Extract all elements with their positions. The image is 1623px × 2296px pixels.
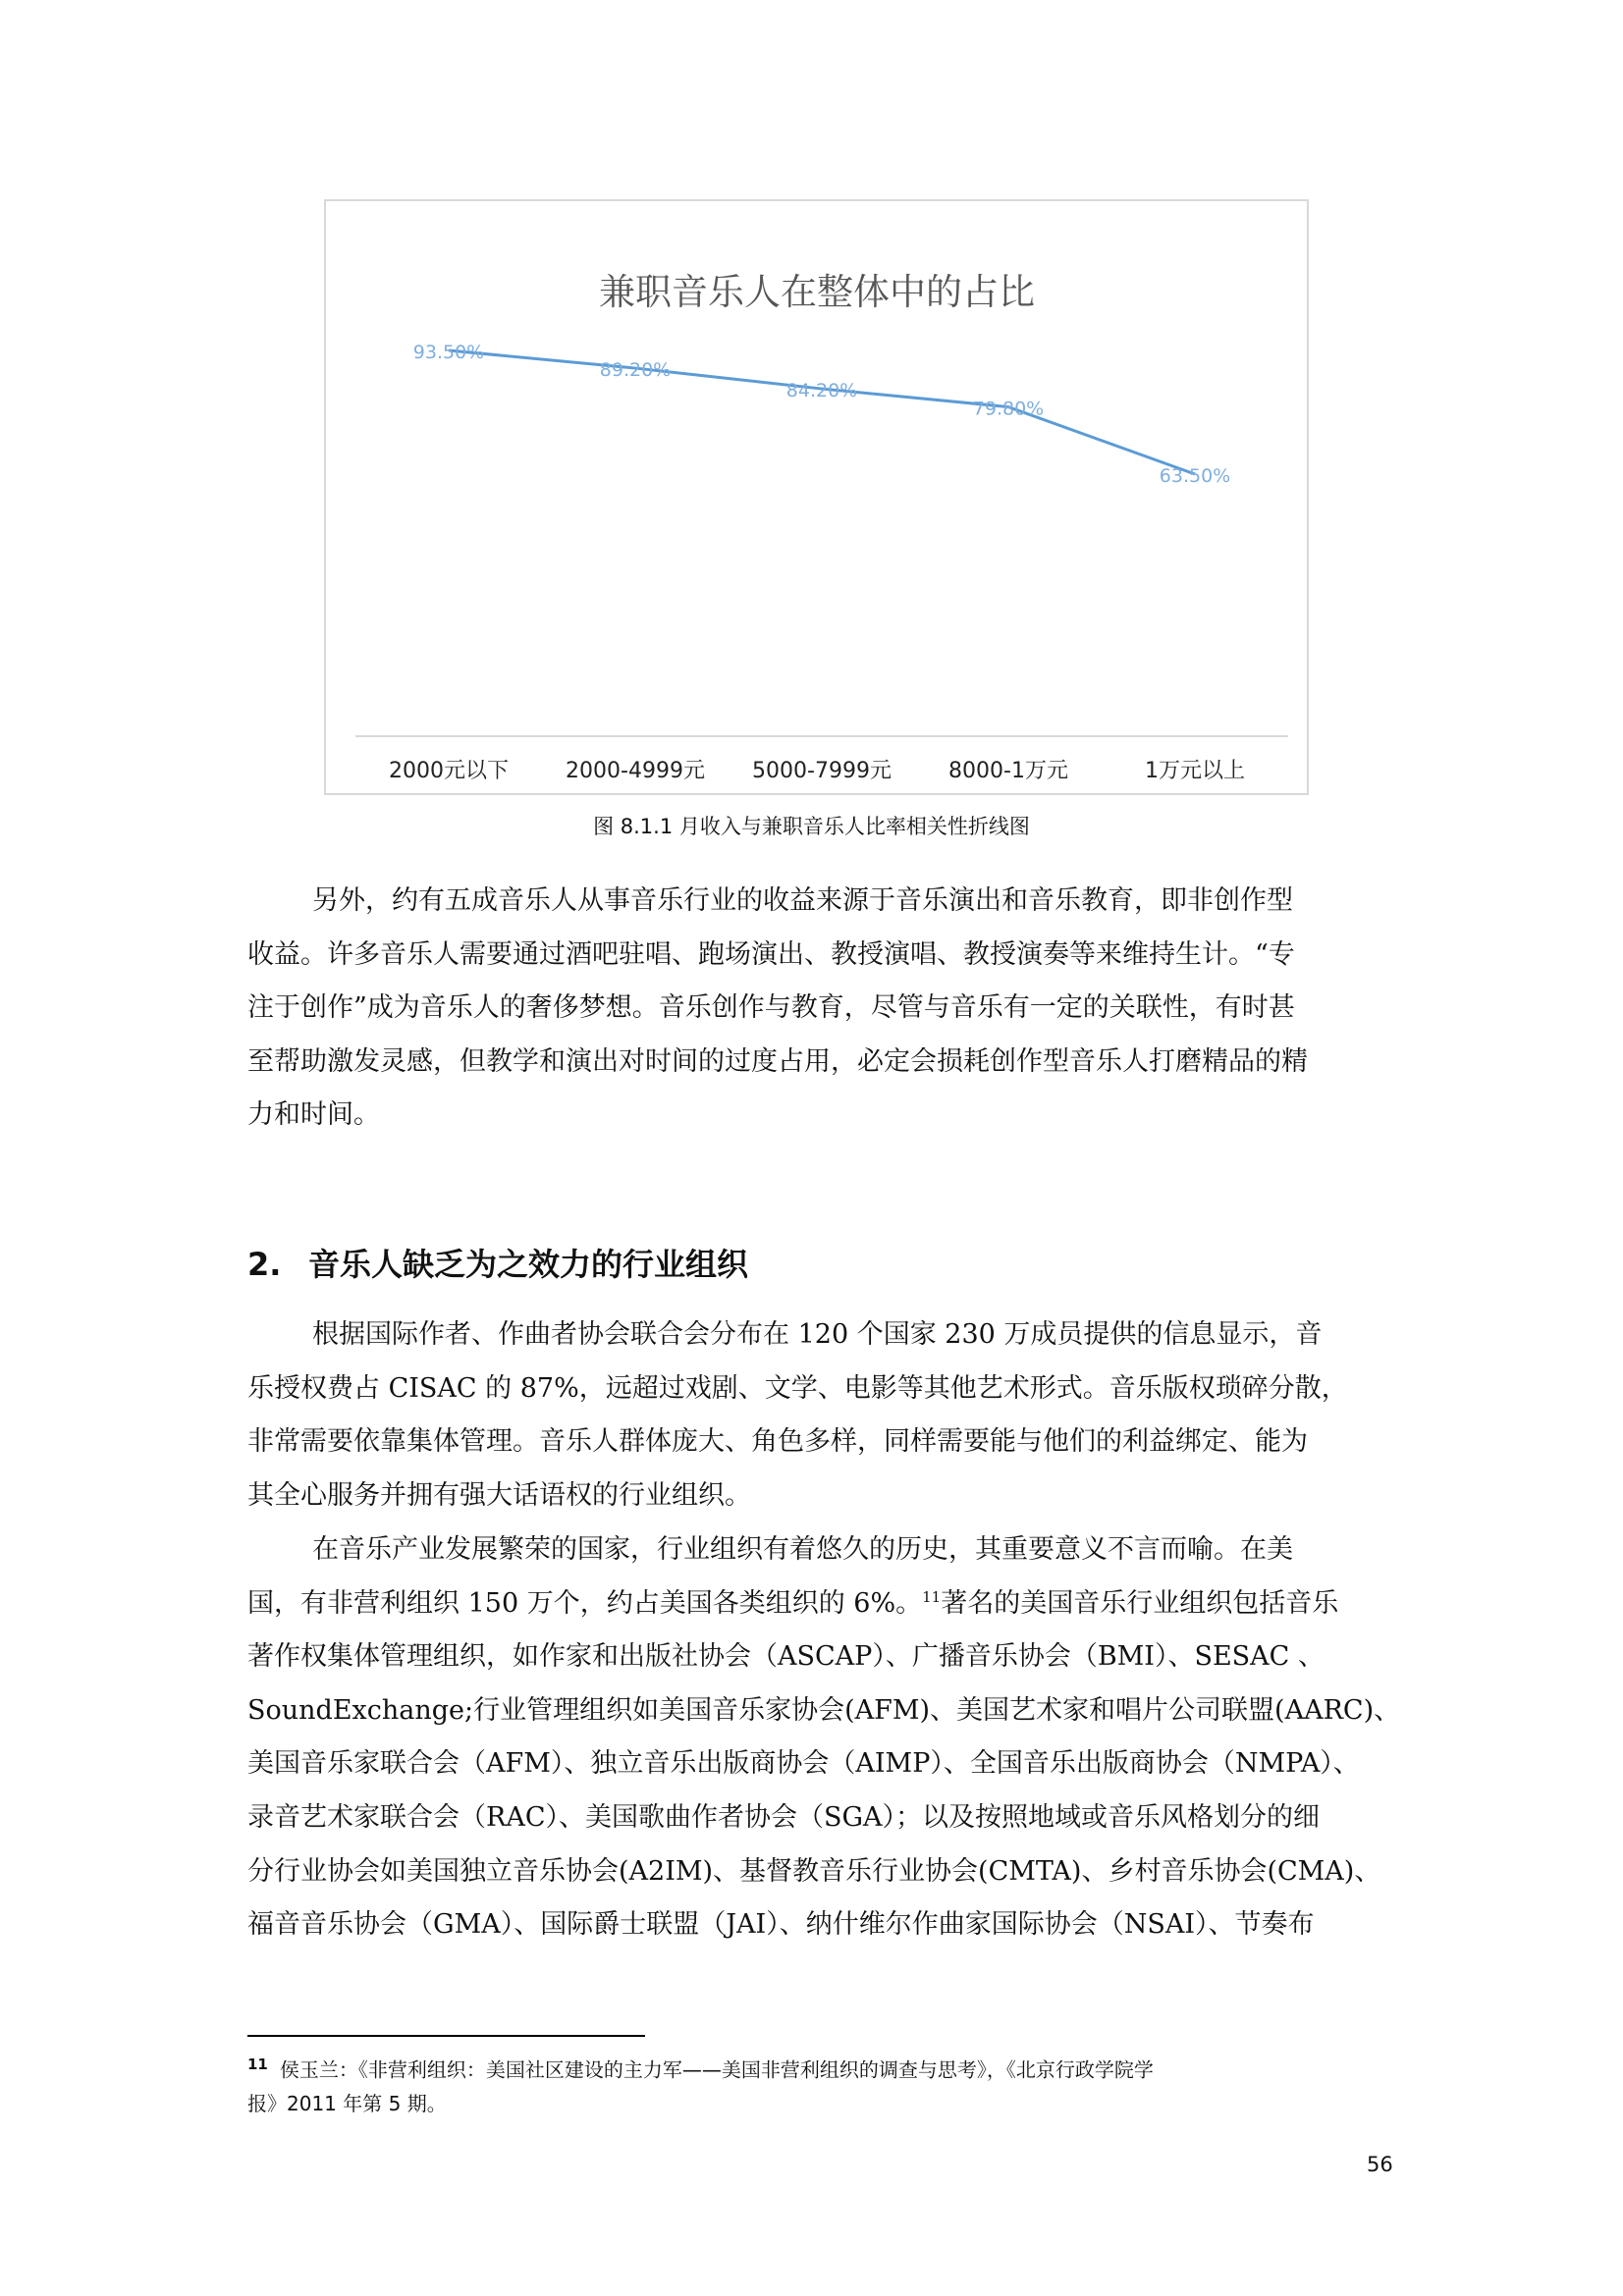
text-line: 收益。许多音乐人需要通过酒吧驻唱、跑场演出、教授演唱、教授演奏等来维持生计。“专 bbox=[247, 938, 1295, 970]
text-line: 根据国际作者、作曲者协会联合会分布在 120 个国家 230 万成员提供的信息显示，音 bbox=[312, 1319, 1323, 1350]
section-title: 音乐人缺乏为之效力的行业组织 bbox=[308, 1246, 749, 1283]
text-line: 注于创作”成为音乐人的奢侈梦想。音乐创作与教育，尽管与音乐有一定的关联性，有时甚 bbox=[247, 992, 1295, 1024]
text-line: 录音艺术家联合会（RAC）、美国歌曲作者协会（SGA）；以及按照地域或音乐风格划分的细 bbox=[247, 1801, 1321, 1833]
footnote-line: 侯玉兰：《非营利组织：美国社区建设的主力军——美国非营利组织的调查与思考》，《北京行政学院学 bbox=[279, 2057, 1154, 2082]
x-tick-label: 2000元以下 bbox=[389, 759, 509, 783]
chart-title: 兼职音乐人在整体中的占比 bbox=[599, 271, 1035, 313]
footnote-line: 报》2011 年第 5 期。 bbox=[247, 2091, 447, 2115]
text-line: 著作权集体管理组织，如作家和出版社协会（ASCAP）、广播音乐协会（BMI）、SESAC 、 bbox=[247, 1641, 1325, 1673]
paragraph-2 bbox=[247, 1308, 1388, 1522]
text-line: 至帮助激发灵感，但教学和演出对时间的过度占用，必定会损耗创作型音乐人打磨精品的精 bbox=[247, 1045, 1308, 1077]
footnote-mark: 11 bbox=[247, 2056, 268, 2073]
data-label: 89.20% bbox=[599, 359, 672, 382]
page-number: 56 bbox=[1367, 2153, 1393, 2176]
data-label: 84.20% bbox=[785, 380, 858, 402]
text-line: 美国音乐家联合会（AFM）、独立音乐出版商协会（AIMP）、全国音乐出版商协会（NMPA）、 bbox=[247, 1748, 1360, 1780]
x-tick-label: 2000-4999元 bbox=[566, 759, 705, 783]
data-label: 93.50% bbox=[412, 342, 485, 363]
chart-svg bbox=[326, 201, 1307, 793]
figure-caption: 图 8.1.1 月收入与兼职音乐人比率相关性折线图 bbox=[593, 815, 1030, 838]
text-fragment: 国，有非营利组织 150 万个，约占美国各类组织的 6%。 bbox=[247, 1587, 923, 1619]
footnote bbox=[247, 2048, 1388, 2120]
footnote-divider bbox=[247, 2035, 645, 2037]
text-fragment: 著名的美国音乐行业组织包括音乐 bbox=[941, 1587, 1339, 1619]
series-line bbox=[449, 350, 1195, 474]
paragraph-3 bbox=[247, 1523, 1401, 1952]
text-line: 另外，约有五成音乐人从事音乐行业的收益来源于音乐演出和音乐教育，即非创作型 bbox=[312, 885, 1293, 916]
text-line: 非常需要依靠集体管理。音乐人群体庞大、角色多样，同样需要能与他们的利益绑定、能为 bbox=[247, 1426, 1308, 1458]
section-heading bbox=[247, 1240, 748, 1285]
text-line: SoundExchange;行业管理组织如美国音乐家协会(AFM)、美国艺术家和唱片公司联盟(AARC)、 bbox=[247, 1694, 1401, 1726]
text-line: 在音乐产业发展繁荣的国家，行业组织有着悠久的历史，其重要意义不言而喻。在美 bbox=[312, 1534, 1293, 1565]
x-tick-label: 1万元以上 bbox=[1145, 759, 1245, 783]
text-line: 乐授权费占 CISAC 的 87%，远超过戏剧、文学、电影等其他艺术形式。音乐版权琐碎分散， bbox=[247, 1372, 1348, 1404]
text-line: 力和时间。 bbox=[247, 1099, 380, 1131]
text-line: 其全心服务并拥有强大话语权的行业组织。 bbox=[247, 1479, 751, 1511]
text-line: 福音音乐协会（GMA）、国际爵士联盟（JAI）、纳什维尔作曲家国际协会（NSAI）、节奏布 bbox=[247, 1909, 1315, 1941]
x-tick-label: 8000-1万元 bbox=[948, 759, 1068, 783]
x-tick-label: 5000-7999元 bbox=[752, 759, 892, 783]
text-line: 分行业协会如美国独立音乐协会(A2IM)、基督教音乐行业协会(CMTA)、乡村音乐协会(CMA)、 bbox=[247, 1855, 1381, 1887]
data-label: 79.80% bbox=[972, 398, 1045, 420]
paragraph-1 bbox=[247, 875, 1388, 1143]
footnote-ref[interactable]: 11 bbox=[922, 1587, 942, 1606]
line-chart bbox=[324, 199, 1309, 795]
data-label: 63.50% bbox=[1159, 465, 1231, 487]
text-line bbox=[247, 1577, 1388, 1631]
section-number: 2. bbox=[247, 1246, 282, 1283]
